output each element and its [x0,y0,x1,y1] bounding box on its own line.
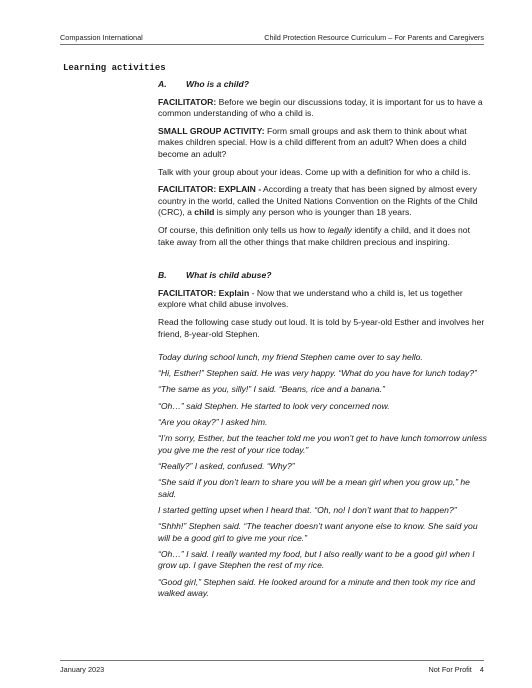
story-line: “Hi, Esther!” Stephen said. He was very happy. “What do you have for lunch today?” [158,368,477,379]
section-title: Learning activities [63,63,166,73]
story-line: I started getting upset when I heard that. “Oh, no! I don’t want that to happen?” [158,504,457,515]
part-a-paragraph-2: SMALL GROUP ACTIVITY: Form small groups and ask them to think about what makes children special. How is a child different from an adult? When does a child become an adult? [158,125,467,159]
part-a-paragraph-5: Of course, this definition only tells us how to legally identify a child, and it does not take away from all the other things that make children precious and inspiring. [158,224,470,247]
story-line: “She said if you don’t learn to share you will be a mean girl when you grow up,” he said. [158,477,470,499]
story-line: “The same as you, silly!” I said. “Beans, rice and a banana.” [158,384,385,395]
document-body [158,79,488,604]
part-b-paragraph-2: Read the following case study out loud. It is told by 5-year-old Esther and involves her friend, 8-year-old Stephen. [158,316,485,339]
story-line: Today during school lunch, my friend Stephen came over to say hello. [158,352,423,363]
part-a-paragraph-4: FACILITATOR: EXPLAIN - According a treaty that has been signed by almost every country in the world, called the United Nations Convention on the Rights of the Child (CRC), a child is simply any person who is younger than 18 years. [158,184,478,218]
part-b-heading: B. What is child abuse? [158,270,272,281]
case-study-story [158,352,488,600]
part-a-paragraph-1: FACILITATOR: Before we begin our discussions today, it is important for us to have a common understanding of who a child is. [158,96,483,119]
story-line: “Really?” I asked, confused. “Why?” [158,460,295,471]
part-a-heading: A. Who is a child? [158,79,250,89]
story-line: “Are you okay?” I asked him. [158,416,268,427]
story-line: “Oh…” said Stephen. He started to look very concerned now. [158,400,390,411]
footer-rule [60,660,484,661]
story-line: “Good girl,” Stephen said. He looked around for a minute and then took my rice and walked away. [158,576,476,599]
part-a-paragraph-3: Talk with your group about your ideas. Come up with a definition for who a child is. [158,166,471,177]
section-gap [158,254,488,270]
part-b-paragraph-1: FACILITATOR: Explain - Now that we understand who a child is, let us together explore what child abuse involves. [158,287,463,310]
story-line: “Oh…” I said. I really wanted my food, but I also really want to be a good girl when I grow up. I gave Stephen the rest of my rice. [158,548,475,571]
footer-page-info: Not For Profit 4 [428,665,484,674]
header-rule [60,44,484,45]
header-document-title: Child Protection Resource Curriculum – For Parents and Caregivers [264,33,484,42]
story-line: “Shhh!” Stephen said. “The teacher doesn’t want anyone else to know. She said you will be a good girl to give me your rice.” [158,520,478,543]
story-line: “I’m sorry, Esther, but the teacher told me you won’t get to have lunch tomorrow unless you give me the rest of your rice today.” [158,433,487,455]
header-organization: Compassion International [60,33,143,42]
footer-date: January 2023 [60,665,105,674]
